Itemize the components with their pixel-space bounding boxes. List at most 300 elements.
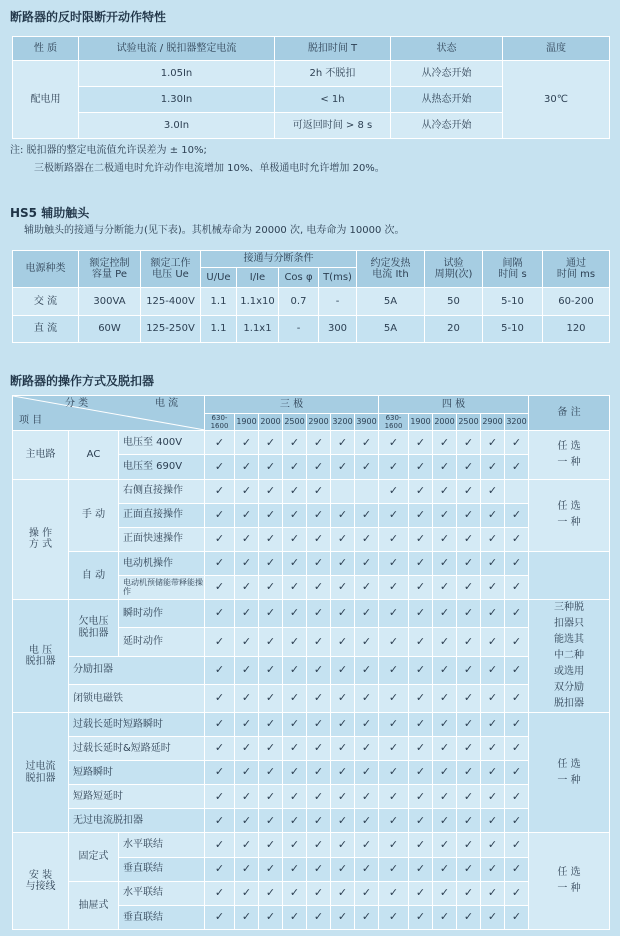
check-cell (355, 527, 379, 551)
check-cell (205, 628, 235, 656)
check-mark: ✓ (313, 861, 324, 875)
check-mark: ✓ (439, 435, 450, 449)
check-mark: ✓ (214, 691, 225, 705)
check-mark: ✓ (265, 861, 276, 875)
check-cell (331, 684, 355, 712)
check-cell (307, 628, 331, 656)
check-mark: ✓ (289, 662, 300, 676)
check-mark: ✓ (361, 691, 372, 705)
check-cell (355, 455, 379, 479)
row-label: 无过电流脱扣器 (69, 809, 205, 833)
table-cell: 从热态开始 (391, 87, 503, 113)
check-mark: ✓ (361, 837, 372, 851)
check-mark: ✓ (265, 789, 276, 803)
check-cell (205, 713, 235, 737)
header-cell: 试验 周期(次) (425, 251, 483, 288)
check-mark: ✓ (415, 606, 426, 620)
check-cell (505, 479, 529, 503)
three-pole-col-header: 2900 (307, 413, 331, 431)
check-cell (355, 503, 379, 527)
check-mark: ✓ (289, 579, 300, 593)
check-mark: ✓ (439, 717, 450, 731)
operation-mode-group: 操 作 方 式 (13, 479, 69, 599)
check-mark: ✓ (265, 531, 276, 545)
check-cell (433, 785, 457, 809)
check-cell (205, 761, 235, 785)
check-cell (205, 809, 235, 833)
check-cell (409, 713, 433, 737)
check-cell (409, 656, 433, 684)
check-cell (235, 503, 259, 527)
check-mark: ✓ (415, 483, 426, 497)
trip-characteristic-table (12, 36, 610, 139)
three-pole-header: 三 极 (205, 396, 379, 414)
check-mark: ✓ (289, 789, 300, 803)
check-mark: ✓ (214, 717, 225, 731)
row-label: 右侧直接操作 (119, 479, 205, 503)
check-cell (457, 737, 481, 761)
check-cell (355, 628, 379, 656)
check-mark: ✓ (511, 910, 522, 923)
check-cell (379, 551, 409, 575)
check-cell (433, 575, 457, 599)
check-cell (433, 761, 457, 785)
check-mark: ✓ (463, 885, 474, 899)
check-mark: ✓ (265, 837, 276, 851)
check-mark: ✓ (337, 531, 348, 545)
check-cell (331, 713, 355, 737)
check-mark: ✓ (313, 910, 324, 923)
check-cell (235, 479, 259, 503)
check-cell (307, 599, 331, 627)
check-cell (205, 833, 235, 857)
check-mark: ✓ (361, 634, 372, 648)
check-mark: ✓ (337, 435, 348, 449)
check-mark: ✓ (214, 789, 225, 803)
check-cell (205, 785, 235, 809)
check-mark: ✓ (214, 507, 225, 521)
check-cell (433, 455, 457, 479)
four-pole-col-header: 2900 (481, 413, 505, 431)
check-mark: ✓ (511, 606, 522, 620)
check-cell (505, 503, 529, 527)
check-cell (283, 737, 307, 761)
check-cell (283, 479, 307, 503)
check-cell (379, 628, 409, 656)
check-mark: ✓ (337, 555, 348, 569)
check-cell (205, 431, 235, 455)
check-mark: ✓ (388, 885, 399, 899)
row-label: 电动机预储能带释能操作 (119, 575, 205, 599)
check-mark: ✓ (388, 789, 399, 803)
three-pole-col-header: 2000 (259, 413, 283, 431)
row-label: 瞬时动作 (119, 599, 205, 627)
check-mark: ✓ (511, 531, 522, 545)
check-mark: ✓ (361, 789, 372, 803)
check-cell (481, 599, 505, 627)
check-mark: ✓ (463, 861, 474, 875)
check-mark: ✓ (415, 885, 426, 899)
check-cell (331, 455, 355, 479)
table-cell: - (279, 315, 319, 342)
check-cell (379, 833, 409, 857)
check-cell (331, 833, 355, 857)
check-cell (235, 684, 259, 712)
check-mark: ✓ (487, 885, 498, 899)
check-cell (457, 656, 481, 684)
check-mark: ✓ (313, 789, 324, 803)
check-mark: ✓ (439, 837, 450, 851)
check-mark: ✓ (214, 910, 225, 923)
check-mark: ✓ (463, 435, 474, 449)
check-cell (205, 479, 235, 503)
check-cell (457, 599, 481, 627)
check-mark: ✓ (439, 634, 450, 648)
check-cell (409, 785, 433, 809)
check-cell (331, 737, 355, 761)
check-mark: ✓ (289, 765, 300, 779)
check-mark: ✓ (415, 634, 426, 648)
check-cell (307, 857, 331, 881)
check-mark: ✓ (313, 531, 324, 545)
check-mark: ✓ (241, 910, 252, 923)
check-cell (355, 857, 379, 881)
category-label: 分 类 (65, 398, 89, 409)
header-cell: U/Ue (201, 268, 237, 288)
check-cell (235, 785, 259, 809)
check-mark: ✓ (265, 662, 276, 676)
check-mark: ✓ (337, 765, 348, 779)
check-mark: ✓ (463, 741, 474, 755)
check-cell (409, 575, 433, 599)
check-cell (205, 656, 235, 684)
check-mark: ✓ (313, 435, 324, 449)
check-mark: ✓ (241, 885, 252, 899)
check-cell (481, 809, 505, 833)
check-mark: ✓ (337, 885, 348, 899)
check-mark: ✓ (313, 717, 324, 731)
section2-description: 辅助触头的接通与分断能力(见下表)。其机械寿命为 20000 次, 电寿命为 10000 次。 (24, 225, 405, 236)
check-mark: ✓ (487, 717, 498, 731)
row-label: 过载长延时短路瞬时 (69, 713, 205, 737)
check-mark: ✓ (289, 435, 300, 449)
check-mark: ✓ (463, 483, 474, 497)
check-mark: ✓ (511, 459, 522, 473)
check-mark: ✓ (511, 741, 522, 755)
check-mark: ✓ (439, 483, 450, 497)
check-mark: ✓ (415, 741, 426, 755)
table-cell: 交 流 (13, 288, 79, 315)
table-cell: 从冷态开始 (391, 61, 503, 87)
check-cell (481, 479, 505, 503)
note-line-2: 三极断路器在二极通电时允许动作电流增加 10%、单极通电时允许增加 20%。 (34, 163, 385, 174)
check-cell (505, 833, 529, 857)
check-mark: ✓ (415, 579, 426, 593)
check-cell (307, 833, 331, 857)
check-cell (259, 551, 283, 575)
table-row (13, 881, 610, 905)
check-cell (307, 575, 331, 599)
check-mark: ✓ (214, 634, 225, 648)
check-cell (331, 551, 355, 575)
header-cell: 间隔 时间 s (483, 251, 543, 288)
check-mark: ✓ (487, 459, 498, 473)
check-cell (259, 455, 283, 479)
check-mark: ✓ (511, 579, 522, 593)
check-cell (235, 455, 259, 479)
check-cell (379, 857, 409, 881)
check-mark: ✓ (313, 813, 324, 827)
remark-cell: 任 选 一 种 (529, 833, 610, 930)
check-cell (307, 761, 331, 785)
check-cell (283, 881, 307, 905)
check-mark: ✓ (265, 741, 276, 755)
check-mark: ✓ (289, 837, 300, 851)
check-mark: ✓ (388, 531, 399, 545)
remark-cell: 任 选 一 种 (529, 713, 610, 833)
check-mark: ✓ (241, 861, 252, 875)
check-cell (355, 713, 379, 737)
check-cell (505, 684, 529, 712)
check-mark: ✓ (439, 813, 450, 827)
check-cell (259, 905, 283, 929)
check-cell (379, 455, 409, 479)
check-mark: ✓ (337, 910, 348, 923)
check-mark: ✓ (439, 789, 450, 803)
check-cell (505, 599, 529, 627)
check-cell (379, 809, 409, 833)
check-cell (331, 628, 355, 656)
check-mark: ✓ (361, 507, 372, 521)
check-mark: ✓ (313, 507, 324, 521)
check-cell (331, 905, 355, 929)
check-cell (433, 881, 457, 905)
check-mark: ✓ (511, 813, 522, 827)
check-mark: ✓ (439, 662, 450, 676)
check-cell (259, 785, 283, 809)
check-cell (283, 905, 307, 929)
check-cell (433, 503, 457, 527)
check-cell (355, 479, 379, 503)
check-mark: ✓ (511, 691, 522, 705)
check-cell (235, 599, 259, 627)
check-mark: ✓ (487, 837, 498, 851)
check-mark: ✓ (241, 579, 252, 593)
check-mark: ✓ (487, 579, 498, 593)
check-mark: ✓ (361, 531, 372, 545)
check-cell (259, 575, 283, 599)
check-cell (409, 684, 433, 712)
check-mark: ✓ (415, 837, 426, 851)
three-pole-col-header: 1900 (235, 413, 259, 431)
check-mark: ✓ (289, 507, 300, 521)
check-cell (259, 857, 283, 881)
remark-cell: 三种脱 扣器只 能选其 中二种 或选用 双分励 脱扣器 (529, 599, 610, 712)
check-cell (331, 761, 355, 785)
table-cell: 5-10 (483, 315, 543, 342)
check-mark: ✓ (388, 741, 399, 755)
check-mark: ✓ (361, 459, 372, 473)
check-mark: ✓ (487, 813, 498, 827)
operation-table (12, 395, 610, 930)
row-label: 水平联结 (119, 833, 205, 857)
check-cell (379, 527, 409, 551)
check-mark: ✓ (361, 717, 372, 731)
check-cell (283, 628, 307, 656)
check-cell (379, 761, 409, 785)
check-mark: ✓ (313, 555, 324, 569)
header-diagonal-cell (13, 396, 205, 431)
four-pole-header: 四 极 (379, 396, 529, 414)
four-pole-col-header: 2500 (457, 413, 481, 431)
check-mark: ✓ (415, 662, 426, 676)
check-mark: ✓ (388, 459, 399, 473)
check-cell (205, 905, 235, 929)
table-cell: 300VA (79, 288, 141, 315)
check-cell (457, 575, 481, 599)
check-cell (235, 551, 259, 575)
table-cell: - (319, 288, 357, 315)
check-mark: ✓ (214, 531, 225, 545)
check-mark: ✓ (388, 555, 399, 569)
check-cell (457, 431, 481, 455)
section3-title: 断路器的操作方式及脱扣器 (10, 374, 155, 388)
check-cell (433, 551, 457, 575)
check-cell (259, 737, 283, 761)
header-cell: 额定工作 电压 Ue (141, 251, 201, 288)
check-mark: ✓ (361, 885, 372, 899)
check-cell (433, 527, 457, 551)
check-mark: ✓ (289, 861, 300, 875)
table-cell: 1.1 (201, 288, 237, 315)
check-cell (433, 656, 457, 684)
check-cell (283, 551, 307, 575)
check-cell (283, 857, 307, 881)
header-cell: T(ms) (319, 268, 357, 288)
check-mark: ✓ (241, 634, 252, 648)
check-mark: ✓ (241, 555, 252, 569)
table-row (13, 737, 610, 761)
check-cell (505, 431, 529, 455)
check-cell (259, 656, 283, 684)
check-mark: ✓ (511, 435, 522, 449)
check-mark: ✓ (415, 717, 426, 731)
row-label: 闭锁电磁铁 (69, 684, 205, 712)
check-mark: ✓ (313, 634, 324, 648)
row-label: 延时动作 (119, 628, 205, 656)
check-mark: ✓ (265, 813, 276, 827)
check-cell (457, 713, 481, 737)
check-cell (307, 809, 331, 833)
check-cell (481, 905, 505, 929)
check-mark: ✓ (337, 459, 348, 473)
check-mark: ✓ (289, 691, 300, 705)
check-cell (331, 503, 355, 527)
check-cell (505, 551, 529, 575)
check-cell (433, 905, 457, 929)
check-cell (457, 857, 481, 881)
check-cell (433, 431, 457, 455)
check-mark: ✓ (289, 634, 300, 648)
table-cell: 1.1x10 (237, 288, 279, 315)
check-cell (457, 881, 481, 905)
check-mark: ✓ (487, 531, 498, 545)
check-mark: ✓ (241, 531, 252, 545)
three-pole-col-header: 630-1600 (205, 413, 235, 431)
check-mark: ✓ (313, 483, 324, 497)
check-cell (331, 785, 355, 809)
check-mark: ✓ (337, 634, 348, 648)
check-cell (481, 684, 505, 712)
check-mark: ✓ (388, 691, 399, 705)
three-pole-col-header: 3900 (355, 413, 379, 431)
check-mark: ✓ (415, 435, 426, 449)
check-mark: ✓ (415, 507, 426, 521)
check-mark: ✓ (214, 741, 225, 755)
check-cell (481, 713, 505, 737)
check-mark: ✓ (439, 741, 450, 755)
remark-header: 备 注 (529, 396, 610, 431)
check-cell (307, 527, 331, 551)
check-cell (331, 857, 355, 881)
check-cell (355, 809, 379, 833)
table-row (13, 833, 610, 857)
check-cell (379, 503, 409, 527)
check-cell (235, 431, 259, 455)
check-mark: ✓ (313, 837, 324, 851)
check-mark: ✓ (463, 837, 474, 851)
table-row (13, 713, 610, 737)
check-cell (355, 785, 379, 809)
check-cell (331, 479, 355, 503)
check-mark: ✓ (313, 741, 324, 755)
check-cell (457, 684, 481, 712)
check-cell (481, 527, 505, 551)
check-cell (379, 599, 409, 627)
undervoltage-group: 欠电压 脱扣器 (69, 599, 119, 656)
check-mark: ✓ (388, 861, 399, 875)
check-mark: ✓ (265, 579, 276, 593)
check-cell (205, 503, 235, 527)
check-cell (355, 761, 379, 785)
check-mark: ✓ (337, 662, 348, 676)
check-mark: ✓ (241, 837, 252, 851)
check-mark: ✓ (388, 579, 399, 593)
check-cell (481, 431, 505, 455)
table-cell: 125-250V (141, 315, 201, 342)
check-mark: ✓ (313, 606, 324, 620)
check-cell (409, 905, 433, 929)
check-cell (205, 599, 235, 627)
check-cell (205, 684, 235, 712)
check-cell (379, 684, 409, 712)
check-cell (481, 551, 505, 575)
check-mark: ✓ (214, 885, 225, 899)
check-mark: ✓ (214, 483, 225, 497)
check-mark: ✓ (337, 579, 348, 593)
check-cell (457, 785, 481, 809)
check-mark: ✓ (361, 741, 372, 755)
check-mark: ✓ (361, 579, 372, 593)
check-cell (355, 833, 379, 857)
check-mark: ✓ (337, 691, 348, 705)
main-circuit-group: 主电路 (13, 431, 69, 479)
check-mark: ✓ (265, 606, 276, 620)
check-mark: ✓ (439, 910, 450, 923)
check-cell (259, 809, 283, 833)
check-mark: ✓ (241, 789, 252, 803)
note-line-1: 注: 脱扣器的整定电流值允许误差为 ± 10%; (10, 145, 207, 156)
